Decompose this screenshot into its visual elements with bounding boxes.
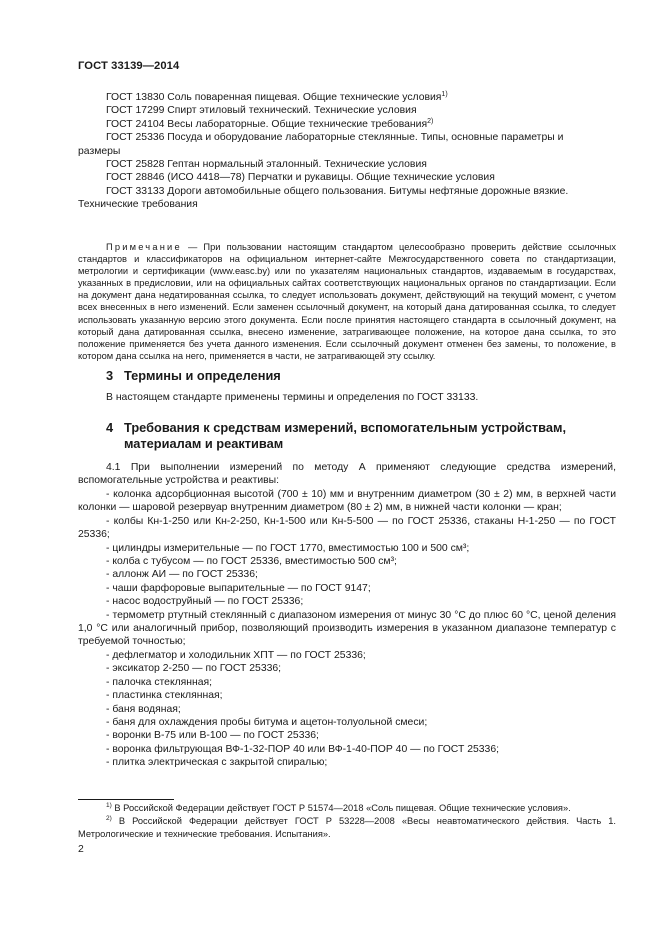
normative-references [78,91,616,212]
reference-item: ГОСТ 28846 (ИСО 4418—78) Перчатки и рукавицы. Общие технические условия [106,172,495,184]
reference-item: ГОСТ 33133 Дороги автомобильные общего пользования. Битумы нефтяные дорожные вязкие. [106,185,569,197]
list-item: - баня для охлаждения пробы битума и ацетон-толуольной смеси; [106,716,428,728]
footnote-mark: 2) [427,117,434,125]
reference-item-continuation: Технические требования [78,199,198,211]
list-item: - воронки В-75 или В-100 — по ГОСТ 25336; [106,730,319,742]
running-header: ГОСТ 33139—2014 [78,60,180,72]
list-item: - колба с тубусом — по ГОСТ 25336, вместимостью 500 см³; [106,556,397,568]
list-item: - эксикатор 2-250 — по ГОСТ 25336; [106,663,282,675]
list-item: - цилиндры измерительные — по ГОСТ 1770, вместимостью 100 и 500 см³; [106,542,470,554]
footnote-mark: 1) [441,91,448,98]
reference-item: ГОСТ 17299 Спирт этиловый технический. Технические условия [106,105,417,117]
list-item: - колонка адсорбционная высотой (700 ± 10) мм и внутренним диаметром (30 ± 2) мм, в верхней части колонки — шаровой резервуар внутренним диаметром (80 ± 2) мм, в нижней части колонки — кран; [78,489,616,514]
note-text: — При пользовании настоящим стандартом целесообразно проверить действие ссылочных стандартов и классификаторов на официальном интернет-сайте Межгосударственного совета по стандартизации, метрологии и сертификации (www.easc.by) или по указателям национальных стандартов, издаваемым в государствах, указанных в предисловии, или на официальных сайтах соответствующих национальных органов по стандартизации. Если на документ дана недатированная ссылка, то следует использовать документ, действующий на текущий момент, с учетом всех внесенных в него изменений. Если заменен ссылочный документ, на который дана датированная ссылка, то следует использовать указанную версию этого документа. Если после принятия настоящего стандарта в ссылочный документ, на который дана датированная ссылка, внесено изменение, затрагивающее положение, на которое дана ссылка, то это положение применяется без учета данного изменения. Если ссылочный документ отменен без замены, то положение, в котором дана ссылка на него, применяется в части, не затрагивающей эту ссылку. [78,242,616,361]
section-3-text: В настоящем стандарте применены термины и определения по ГОСТ 33133. [106,392,479,403]
list-item: - палочка стеклянная; [106,676,213,688]
list-item: - воронка фильтрующая ВФ-1-32-ПОР 40 или ВФ-1-40-ПОР 40 — по ГОСТ 25336; [106,743,499,755]
footnote-divider [78,799,174,800]
list-item: - дефлегматор и холодильник ХПТ — по ГОСТ 25336; [106,649,366,661]
section-3-heading: 3 Термины и определения [106,368,281,383]
list-item: - плитка электрическая с закрытой спиралью; [106,757,328,769]
reference-item: ГОСТ 13830 Соль поваренная пищевая. Общие технические условия$^{1)}$ [106,91,448,103]
note-block [78,241,616,362]
footnote-1: $^{1)}$ В Российской Федерации действует ГОСТ Р 51574—2018 «Соль пищевая. Общие технические условия». [106,802,571,813]
list-item: - пластинка стеклянная; [106,690,223,702]
footnote-2: $^{2)}$ В Российской Федерации действует ГОСТ Р 53228—2008 «Весы неавтоматического действия. Часть 1. Метрологические и технические требования. Испытания». [78,815,616,839]
section-4-heading: 4 Требования к средствам измерений, вспомогательным устройствам, материалам и реактивам [106,420,567,451]
list-item: - колбы Кн-1-250 или Кн-2-250, Кн-1-500 или Кн-5-500 — по ГОСТ 25336, стаканы Н-1-250 — по ГОСТ 25336; [78,515,616,541]
reference-item: ГОСТ 25828 Гептан нормальный эталонный. Технические условия [106,159,427,171]
list-item: - чаши фарфоровые выпарительные — по ГОСТ 9147; [106,582,371,594]
section-4-intro: 4.1 При выполнении измерений по методу А применяют следующие средства измерений, вспомогательные устройства и реактивы: [78,462,616,487]
reference-item: ГОСТ 24104 Весы лабораторные. Общие технические требования$^{2)}$ [106,117,434,130]
page-number: 2 [78,844,84,855]
reference-item: ГОСТ 25336 Посуда и оборудование лабораторные стеклянные. Типы, основные параметры и [106,132,564,144]
list-item: - термометр ртутный стеклянный с диапазоном измерения от минус 30 °С до плюс 60 °С, ценой деления 1,0 °С или аналогичный прибор, позволяющий производить измерения в указанном диапазоне температур с требуемой точностью; [78,609,616,648]
equipment-list [78,488,616,770]
list-item: - баня водяная; [106,703,181,715]
reference-item-continuation: размеры [78,145,121,157]
list-item: - насос водоструйный — по ГОСТ 25336; [106,596,304,608]
list-item: - аллонж АИ — по ГОСТ 25336; [106,569,258,581]
note-label: Примечание [106,242,182,252]
